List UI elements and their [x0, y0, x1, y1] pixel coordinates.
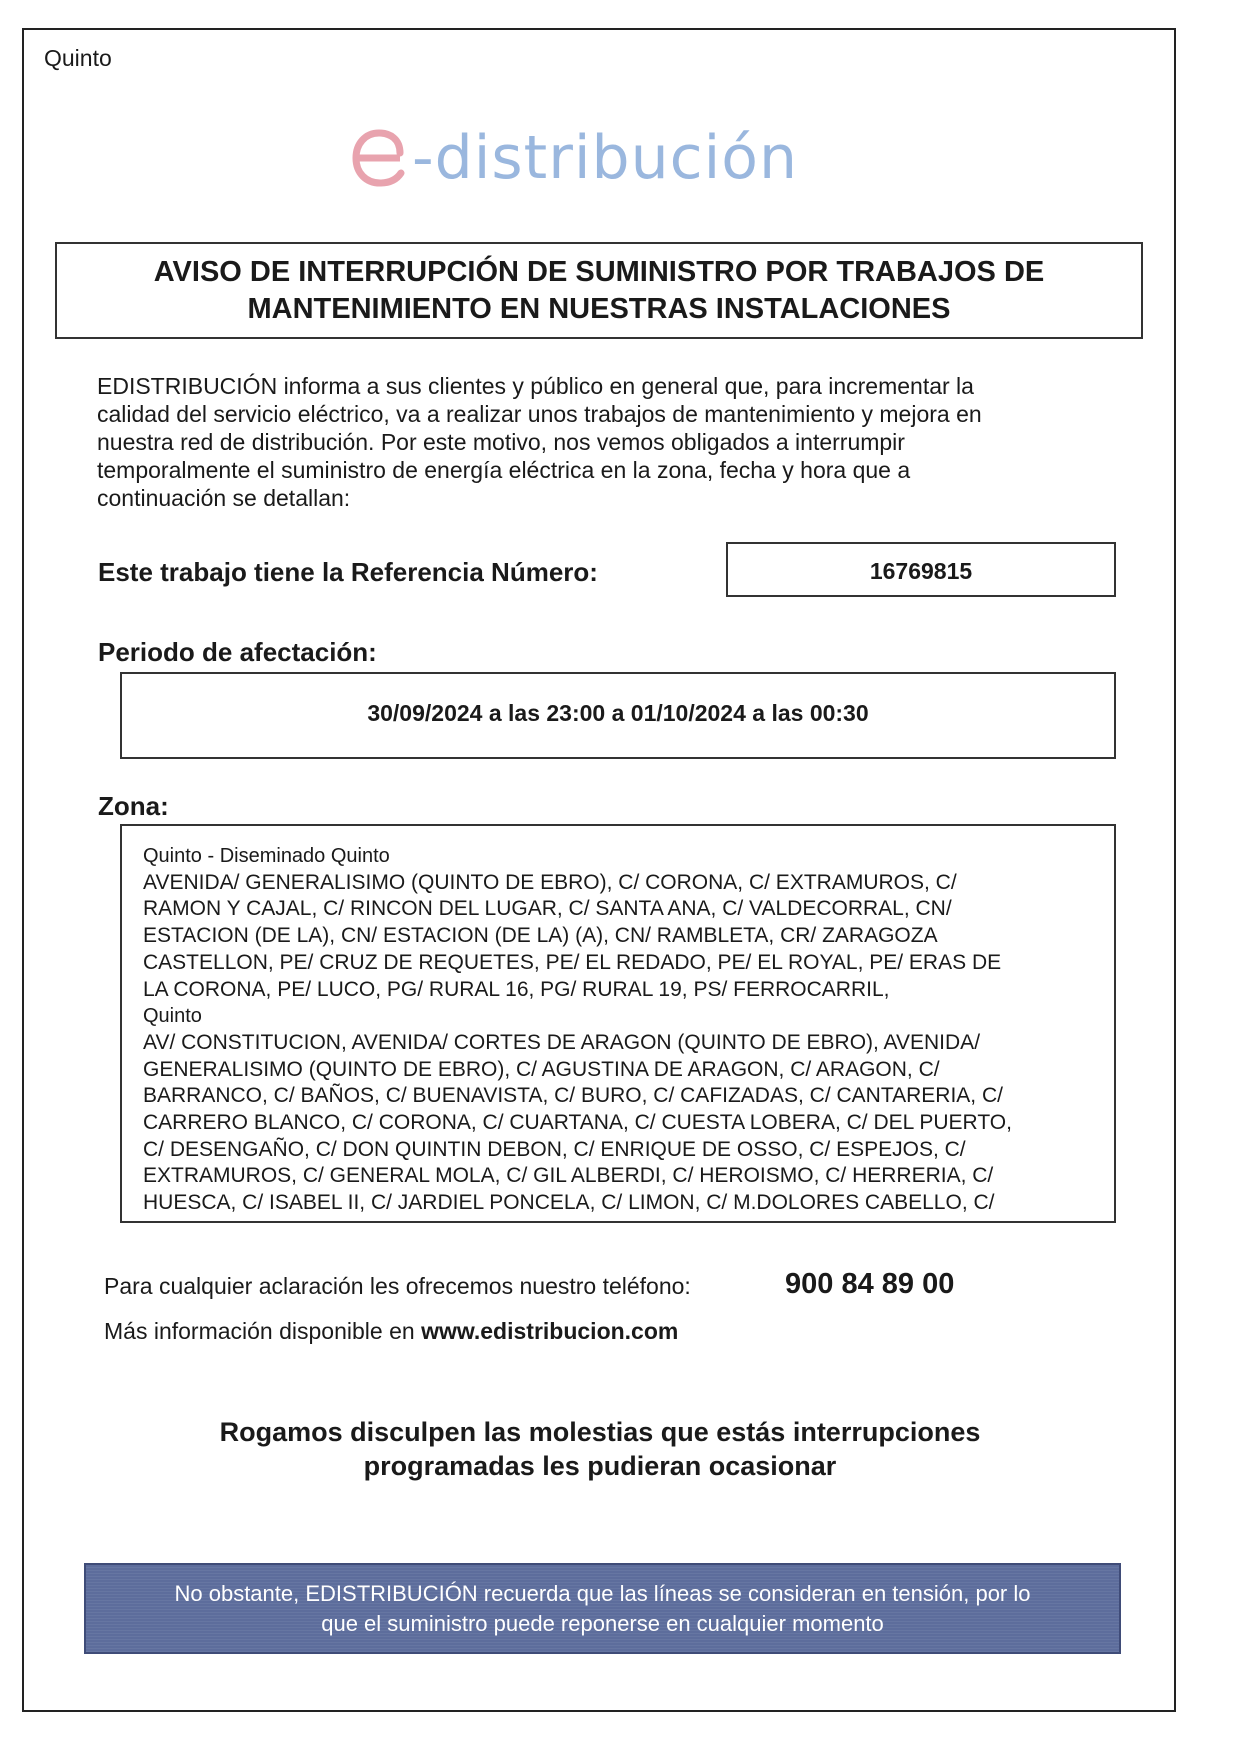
intro-paragraph — [97, 372, 1077, 512]
intro-line: continuación se detallan: — [97, 485, 351, 511]
zone-line: CASTELLON, PE/ CRUZ DE REQUETES, PE/ EL REDADO, PE/ EL ROYAL, PE/ ERAS DE — [143, 950, 1002, 974]
zone-line: EXTRAMUROS, C/ GENERAL MOLA, C/ GIL ALBERDI, C/ HEROISMO, C/ HERRERIA, C/ — [143, 1164, 994, 1188]
period-label: Periodo de afectación: — [98, 637, 377, 667]
apology-line-2: programadas les pudieran ocasionar — [363, 1451, 837, 1481]
zone-line: BARRANCO, C/ BAÑOS, C/ BUENAVISTA, C/ BURO, C/ CAFIZADAS, C/ CANTARERIA, C/ — [143, 1084, 1003, 1108]
notice-title-box — [55, 242, 1143, 339]
notice-title-line-2: MANTENIMIENTO EN NUESTRAS INSTALACIONES — [247, 292, 951, 325]
zone-line: AVENIDA/ GENERALISIMO (QUINTO DE EBRO), C/ CORONA, C/ EXTRAMUROS, C/ — [143, 870, 957, 894]
reference-label: Este trabajo tiene la Referencia Número: — [98, 557, 598, 587]
logo-text: -distribución — [412, 123, 799, 193]
more-info-label: Más información disponible en — [104, 1318, 422, 1344]
zone-label: Zona: — [98, 791, 169, 821]
more-info-line — [104, 1318, 678, 1345]
intro-line: calidad del servicio eléctrico, va a realizar unos trabajos de mantenimiento y mejora en — [97, 401, 982, 427]
zone-line: C/ DESENGAÑO, C/ DON QUINTIN DEBON, C/ ENRIQUE DE OSSO, C/ ESPEJOS, C/ — [143, 1137, 966, 1161]
phone-label: Para cualquier aclaración les ofrecemos nuestro teléfono: — [104, 1273, 691, 1299]
intro-line: nuestra red de distribución. Por este motivo, nos vemos obligados a interrumpir — [97, 429, 905, 455]
zone-line: ESTACION (DE LA), CN/ ESTACION (DE LA) (A), CN/ RAMBLETA, CR/ ZARAGOZA — [143, 924, 938, 948]
edistribucion-logo — [350, 118, 798, 198]
banner-line-1: No obstante, EDISTRIBUCIÓN recuerda que las líneas se consideran en tensión, por lo — [174, 1580, 1031, 1606]
e-letter-logo-icon — [350, 127, 408, 189]
zone-line: Quinto — [143, 1005, 202, 1028]
apology-message — [100, 1415, 1100, 1483]
notice-title-line-1: AVISO DE INTERRUPCIÓN DE SUMINISTRO POR TRABAJOS DE — [153, 255, 1045, 288]
zone-line: GENERALISIMO (QUINTO DE EBRO), C/ AGUSTINA DE ARAGON, C/ ARAGON, C/ — [143, 1057, 940, 1081]
banner-line-2: que el suministro puede reponerse en cualquier momento — [321, 1610, 884, 1636]
intro-line: EDISTRIBUCIÓN informa a sus clientes y público en general que, para incrementar la — [97, 373, 974, 399]
period-box — [120, 672, 1116, 759]
zone-line: LA CORONA, PE/ LUCO, PG/ RURAL 16, PG/ RURAL 19, PS/ FERROCARRIL, — [143, 977, 890, 1001]
tension-warning-banner — [84, 1563, 1121, 1654]
period-value: 30/09/2024 a las 23:00 a 01/10/2024 a las 00:30 — [367, 700, 869, 726]
town-label: Quinto — [44, 45, 112, 71]
zone-line: CARRERO BLANCO, C/ CORONA, C/ CUARTANA, C/ CUESTA LOBERA, C/ DEL PUERTO, — [143, 1111, 1012, 1135]
zone-line: Quinto - Diseminado Quinto — [143, 845, 390, 867]
apology-line-1: Rogamos disculpen las molestias que estás interrupciones — [219, 1417, 981, 1447]
phone-number[interactable]: 900 84 89 00 — [785, 1268, 955, 1300]
zone-line: RAMON Y CAJAL, C/ RINCON DEL LUGAR, C/ SANTA ANA, C/ VALDECORRAL, CN/ — [143, 897, 952, 921]
zone-box — [120, 824, 1116, 1223]
reference-number: 16769815 — [869, 558, 973, 584]
website-link[interactable]: www.edistribucion.com — [421, 1318, 679, 1344]
zone-line: AV/ CONSTITUCION, AVENIDA/ CORTES DE ARAGON (QUINTO DE EBRO), AVENIDA/ — [143, 1030, 981, 1054]
intro-line: temporalmente el suministro de energía eléctrica en la zona, fecha y hora que a — [97, 457, 911, 483]
reference-number-box — [726, 542, 1116, 597]
zone-line: HUESCA, C/ ISABEL II, C/ JARDIEL PONCELA, C/ LIMON, C/ M.DOLORES CABELLO, C/ — [143, 1191, 995, 1215]
